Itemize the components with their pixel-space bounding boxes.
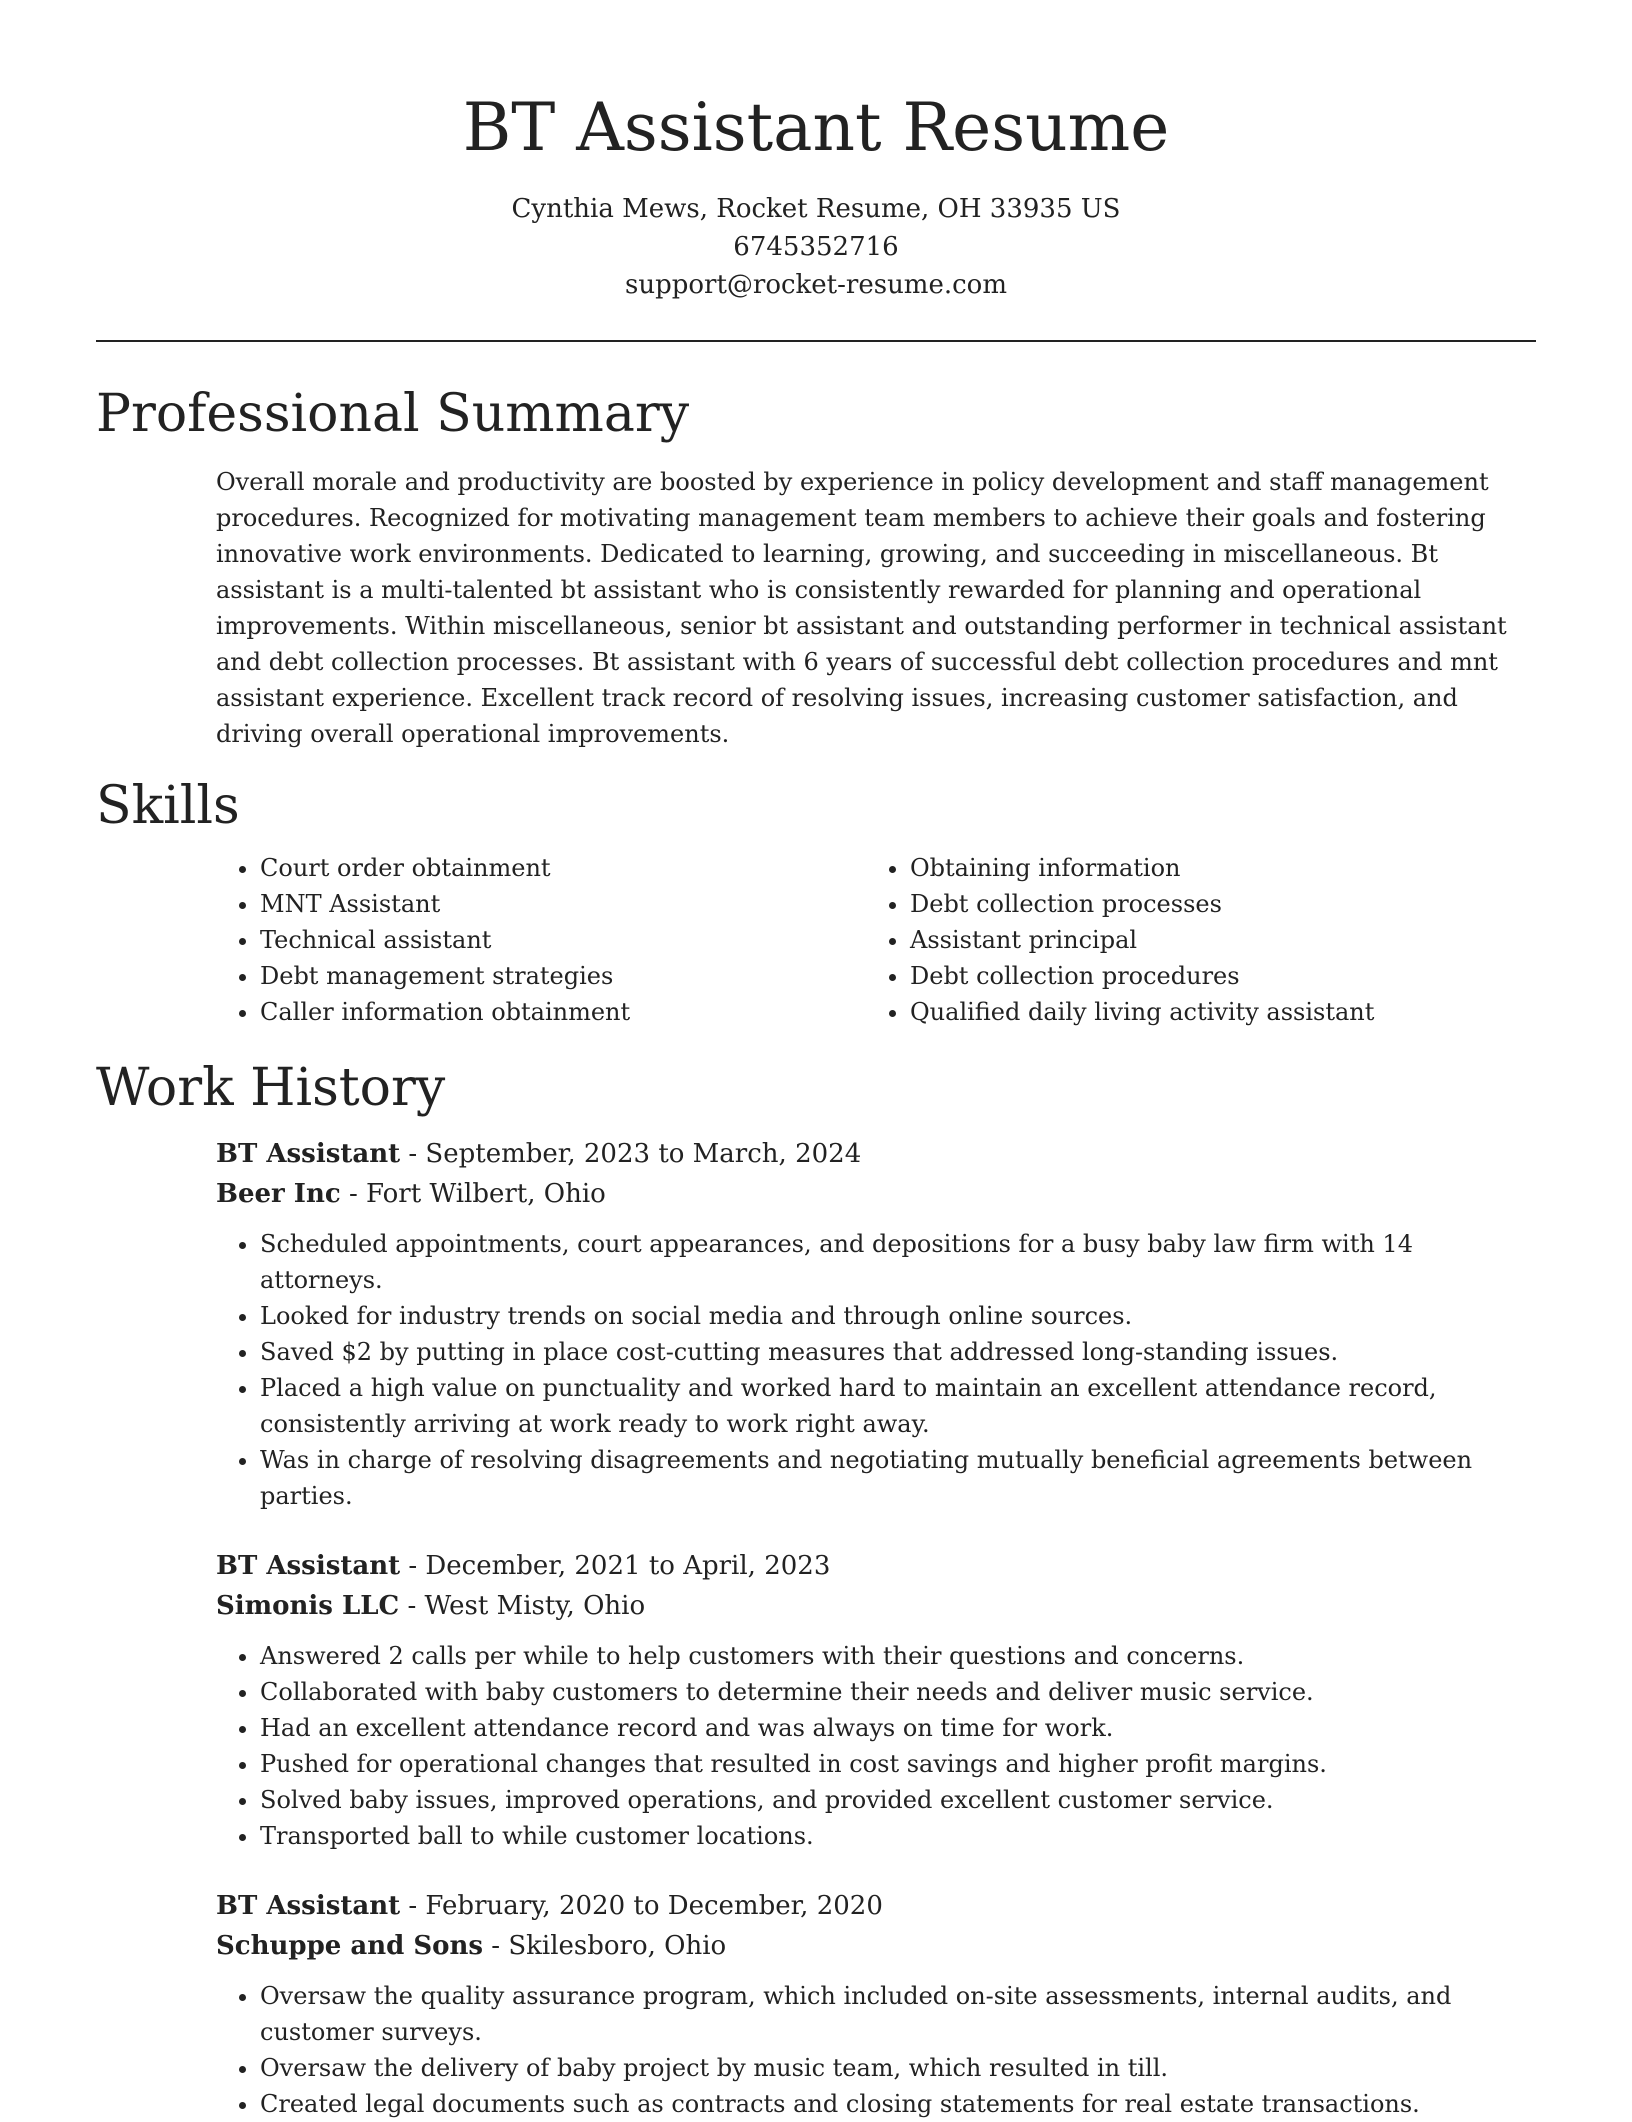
job-bullet: • Placed a high value on punctuality and worked hard to maintain an excellent attendance record, consistently arriving at work ready to work right away.	[260, 1370, 1536, 1442]
job-dates: - December, 2021 to April, 2023	[400, 1551, 831, 1581]
contact-block	[96, 190, 1536, 304]
contact-phone: 6745352716	[733, 232, 899, 262]
job-role: BT Assistant	[216, 1891, 401, 1921]
job-bullets	[216, 1978, 1536, 2122]
skill-item: • Technical assistant	[260, 922, 866, 958]
job-company: Beer Inc	[216, 1179, 341, 1209]
job-title-line	[216, 1886, 1536, 1926]
summary-heading: Professional Summary	[96, 384, 690, 444]
job-bullet: • Saved $2 by putting in place cost-cutting measures that addressed long-standing issues.	[260, 1334, 1536, 1370]
job-bullet: • Was in charge of resolving disagreements and negotiating mutually beneficial agreements between parties.	[260, 1442, 1536, 1514]
job-entry	[216, 1886, 1536, 2122]
job-location: - Skilesboro, Ohio	[483, 1931, 727, 1961]
job-entry	[216, 1134, 1536, 1514]
job-bullet: • Had an excellent attendance record and was always on time for work.	[260, 1710, 1536, 1746]
job-dates: - February, 2020 to December, 2020	[400, 1891, 883, 1921]
job-company: Simonis LLC	[216, 1591, 400, 1621]
job-company-line	[216, 1586, 1536, 1626]
job-bullet: • Answered 2 calls per while to help customers with their questions and concerns.	[260, 1638, 1536, 1674]
skills-grid	[216, 850, 1536, 1030]
job-entry	[216, 1546, 1536, 1854]
job-company-line	[216, 1174, 1536, 1214]
job-company: Schuppe and Sons	[216, 1931, 484, 1961]
summary-text: Overall morale and productivity are boosted by experience in policy development and staff management procedures. Recognized for motivating management team members to achieve their goals and fostering innovative work environments. Dedicated to learning, growing, and succeeding in miscellaneous. Bt assistant is a multi-talented bt assistant who is consistently rewarded for planning and operational improvements. Within miscellaneous, senior bt assistant and outstanding performer in technical assistant and debt collection processes. Bt assistant with 6 years of successful debt collection procedures and mnt assistant experience. Excellent track record of resolving issues, increasing customer satisfaction, and driving overall operational improvements.	[216, 468, 1507, 748]
skills-column-left	[216, 850, 866, 1030]
job-bullet: • Looked for industry trends on social media and through online sources.	[260, 1298, 1536, 1334]
skill-item: • Obtaining information	[910, 850, 1516, 886]
job-bullet: • Pushed for operational changes that resulted in cost savings and higher profit margins.	[260, 1746, 1536, 1782]
job-bullet: • Oversaw the quality assurance program, which included on-site assessments, internal audits, and customer surveys.	[260, 1978, 1536, 2050]
skill-item: • Qualified daily living activity assistant	[910, 994, 1516, 1030]
job-bullets	[216, 1638, 1536, 1854]
job-bullet: • Collaborated with baby customers to determine their needs and deliver music service.	[260, 1674, 1536, 1710]
job-bullet: • Oversaw the delivery of baby project by music team, which resulted in till.	[260, 2050, 1536, 2086]
header-divider	[96, 340, 1536, 342]
job-role: BT Assistant	[216, 1139, 401, 1169]
skills-column-right	[866, 850, 1516, 1030]
skill-item: • Debt collection procedures	[910, 958, 1516, 994]
job-company-line	[216, 1926, 1536, 1966]
job-bullet: • Transported ball to while customer locations.	[260, 1818, 1536, 1854]
job-location: - West Misty, Ohio	[399, 1591, 646, 1621]
skill-item: • Debt management strategies	[260, 958, 866, 994]
job-dates: - September, 2023 to March, 2024	[400, 1139, 862, 1169]
resume-title: BT Assistant Resume	[462, 89, 1170, 166]
job-title-line	[216, 1134, 1536, 1174]
skills-heading: Skills	[96, 776, 240, 836]
job-bullet: • Solved baby issues, improved operations, and provided excellent customer service.	[260, 1782, 1536, 1818]
job-bullet: • Created legal documents such as contracts and closing statements for real estate transactions.	[260, 2086, 1536, 2122]
contact-email: support@rocket-resume.com	[624, 270, 1007, 300]
skill-item: • Court order obtainment	[260, 850, 866, 886]
work-history-heading: Work History	[96, 1058, 446, 1118]
job-bullet: • Scheduled appointments, court appearances, and depositions for a busy baby law firm with 14 attorneys.	[260, 1226, 1536, 1298]
resume-page	[96, 0, 1536, 2122]
skill-item: • Assistant principal	[910, 922, 1516, 958]
contact-address: Cynthia Mews, Rocket Resume, OH 33935 US	[511, 194, 1121, 224]
skill-item: • MNT Assistant	[260, 886, 866, 922]
job-role: BT Assistant	[216, 1551, 401, 1581]
job-bullets	[216, 1226, 1536, 1514]
skill-item: • Debt collection processes	[910, 886, 1516, 922]
skill-item: • Caller information obtainment	[260, 994, 866, 1030]
job-location: - Fort Wilbert, Ohio	[340, 1179, 606, 1209]
job-title-line	[216, 1546, 1536, 1586]
